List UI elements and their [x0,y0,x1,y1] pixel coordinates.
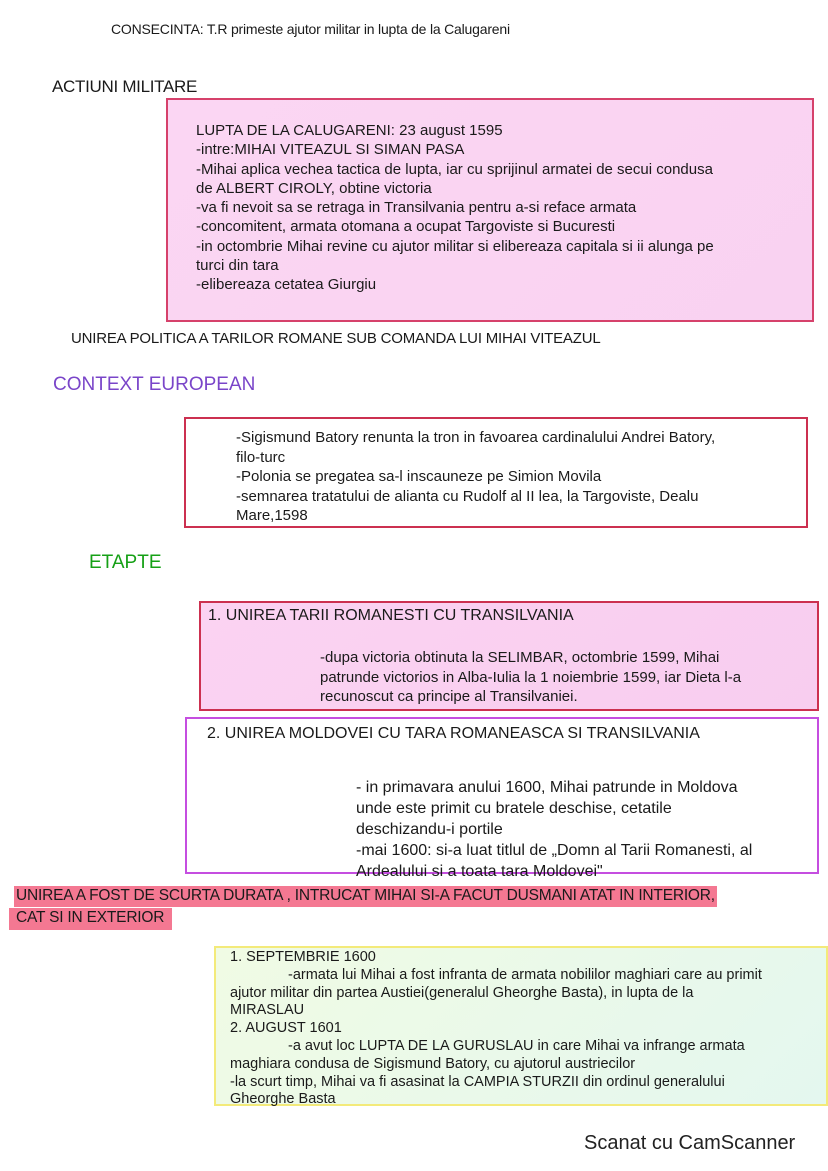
box-line: ajutor militar din partea Austiei(generalul Gheorghe Basta), in lupta de la [230,984,694,1001]
box-line: turci din tara [196,257,279,275]
heading-etape: ETAPTE [89,552,162,573]
etapa-2-box [185,717,819,880]
box-line: Mare,1598 [236,507,308,524]
box-line: -intre:MIHAI VITEAZUL SI SIMAN PASA [196,141,465,159]
consecinta-text: CONSECINTA: T.R primeste ajutor militar in lupta de la Calugareni [111,21,510,37]
highlighted-conclusion-line-1: UNIREA A FOST DE SCURTA DURATA , INTRUCAT MIHAI SI-A FACUT DUSMANI ATAT IN INTERIOR, [14,886,717,907]
box-line: -Polonia se pregatea sa-l inscauneze pe Simion Movila [236,468,602,485]
box-line: recunoscut ca principe al Transilvaniei. [320,688,578,705]
box-line: patrunde victorios in Alba-Iulia la 1 noiembrie 1599, iar Dieta l-a [320,668,742,686]
box-line: -armata lui Mihai a fost infranta de armata nobililor maghiari care au primit [288,966,762,983]
box-line: -Sigismund Batory renunta la tron in favoarea cardinalului Andrei Batory, [236,429,716,446]
box-line: -dupa victoria obtinuta la SELIMBAR, octombrie 1599, Mihai [320,649,720,666]
camscanner-watermark: Scanat cu CamScanner [584,1132,796,1154]
box-line: -elibereaza cetatea Giurgiu [196,276,377,294]
box-line: -la scurt timp, Mihai va fi asasinat la CAMPIA STURZII din ordinul generalului [230,1073,725,1090]
box-line: LUPTA DE LA CALUGARENI: 23 august 1595 [196,122,503,139]
box-line: Ardealului si a toata tara Moldovei" [356,863,603,880]
context-european-box [184,417,808,528]
highlighted-conclusion-line-2: CAT SI IN EXTERIOR [9,908,172,930]
box-line: - in primavara anului 1600, Mihai patrunde in Moldova [356,779,738,796]
box-line: -mai 1600: si-a luat titlul de „Domn al Tarii Romanesti, al [356,842,753,859]
box-line: -Mihai aplica vechea tactica de lupta, iar cu sprijinul armatei de secui condusa [196,160,713,178]
final-events-box [214,946,828,1106]
box-line: unde este primit cu bratele deschise, cetatile [356,800,672,817]
box-line: -concomitent, armata otomana a ocupat Targoviste si Bucuresti [196,218,616,236]
etapa-1-title: 1. UNIREA TARII ROMANESTI CU TRANSILVANIA [208,607,574,624]
box-line: -in octombrie Mihai revine cu ajutor militar si elibereaza capitala si ii alunga pe [196,237,714,255]
etapa-2-body [356,777,752,882]
etapa-2-title: 2. UNIREA MOLDOVEI CU TARA ROMANEASCA SI TRANSILVANIA [207,725,700,742]
box-line: deschizandu-i portile [356,821,503,838]
calugareni-box [166,98,814,322]
box-line: -a avut loc LUPTA DE LA GURUSLAU in care Mihai va infrange armata [288,1037,745,1054]
box-line: 1. SEPTEMBRIE 1600 [230,949,376,965]
box-line: MIRASLAU [230,1002,305,1019]
heading-actiuni-militare: ACTIUNI MILITARE [52,77,198,96]
box-line: de ALBERT CIROLY, obtine victoria [196,179,432,197]
box-line: -semnarea tratatului de alianta cu Rudolf al II lea, la Targoviste, Dealu [236,487,699,505]
box-line: Gheorghe Basta [230,1091,336,1108]
box-line: -va fi nevoit sa se retraga in Transilvania pentru a-si reface armata [196,199,637,217]
heading-context-european: CONTEXT EUROPEAN [53,374,256,395]
box-line: 2. AUGUST 1601 [230,1020,342,1037]
etapa-1-box [199,601,819,711]
box-line: filo-turc [236,448,286,466]
etapa-1-body [320,648,741,707]
box-line: maghiara condusa de Sigismund Batory, cu ajutorul austriecilor [230,1055,636,1072]
unirea-politica-title: UNIREA POLITICA A TARILOR ROMANE SUB COMANDA LUI MIHAI VITEAZUL [71,330,601,347]
